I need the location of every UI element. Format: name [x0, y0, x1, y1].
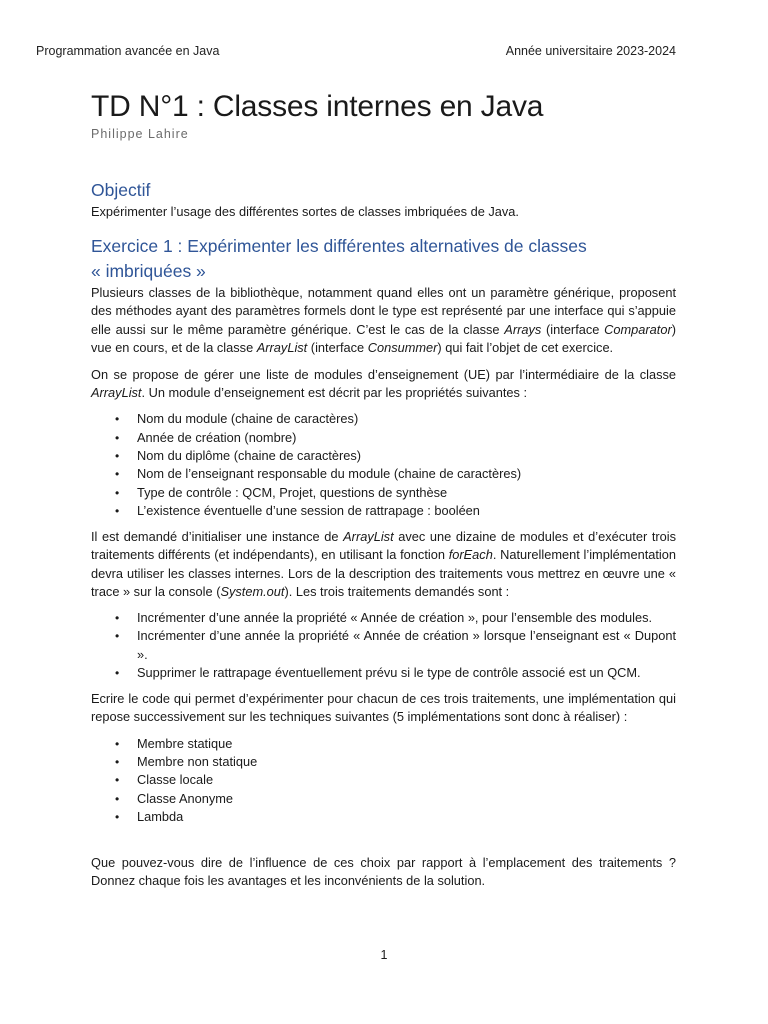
text-run: . Naturellement l’implémentation devra utiliser les classes internes. Lors de la description des traitements vous mettrez en œuvre une « trace » sur la console (: [91, 547, 676, 599]
techniques-list: [91, 735, 676, 826]
treatments-paragraph: [91, 528, 676, 601]
list-item: [115, 429, 676, 447]
list-item: [115, 808, 676, 826]
bullet-icon: •: [115, 809, 120, 824]
list-item: [115, 790, 676, 808]
module-properties-list: [91, 410, 676, 520]
list-item: [115, 735, 676, 753]
header-academic-year: Année universitaire 2023-2024: [505, 44, 676, 58]
text-run: On se propose de gérer une liste de modules d’enseignement (UE) par l’intermédiaire de la classe: [91, 367, 676, 383]
list-item-text: Membre statique: [137, 735, 233, 751]
bullet-icon: •: [115, 449, 120, 464]
document-body: [91, 88, 676, 891]
text-run: . Un module d’enseignement est décrit par les propriétés suivantes :: [141, 385, 528, 401]
bullet-icon: •: [115, 467, 120, 482]
class-name-arraylist: ArrayList: [256, 339, 308, 355]
class-name-arraylist: ArrayList: [91, 385, 142, 401]
bullet-icon: •: [115, 485, 120, 500]
text-run: avec une dizaine de modules et d’exécuter trois traitements différents (et indépendants), en utilisant la fonction: [91, 529, 676, 563]
list-item: [115, 753, 676, 771]
text-run: Il est demandé d’initialiser une instance de: [91, 529, 344, 545]
list-item: [115, 447, 676, 465]
objective-text: Expérimenter l’usage des différentes sortes de classes imbriquées de Java.: [91, 204, 519, 219]
page-number: 1: [380, 948, 388, 962]
class-name-arraylist: ArrayList: [343, 529, 394, 545]
list-item: [115, 410, 676, 428]
list-item-text: Membre non statique: [137, 753, 258, 769]
bullet-icon: •: [115, 736, 120, 751]
list-item-text: Nom de l’enseignant responsable du module (chaine de caractères): [137, 466, 522, 482]
list-item: [115, 627, 676, 664]
list-item: [115, 484, 676, 502]
objective-heading: Objectif: [91, 180, 151, 200]
list-item-text: L’existence éventuelle d’une session de rattrapage : booléen: [137, 502, 480, 518]
list-item: [115, 502, 676, 520]
bullet-icon: •: [115, 665, 120, 680]
text-run: (interface: [541, 321, 605, 337]
list-item-text: Classe Anonyme: [137, 790, 234, 806]
author-name: Philippe Lahire: [91, 127, 189, 141]
list-item-text: Année de création (nombre): [137, 429, 297, 445]
page-header: [36, 44, 676, 58]
exercise-heading: [91, 234, 676, 284]
text-run: (interface: [307, 339, 368, 355]
list-item: [115, 609, 676, 627]
list-item-text: Incrémenter d’une année la propriété « Année de création », pour l’ensemble des modules.: [137, 610, 653, 626]
bullet-icon: •: [115, 791, 120, 806]
document-title: TD N°1 : Classes internes en Java: [91, 90, 544, 123]
header-course-title: Programmation avancée en Java: [36, 44, 220, 58]
exercise-heading-line2: « imbriquées »: [91, 261, 206, 282]
interface-name-consummer: Consummer: [367, 339, 438, 355]
bullet-icon: •: [115, 754, 120, 769]
list-item-text: Supprimer le rattrapage éventuellement prévu si le type de contrôle associé est un QCM.: [137, 664, 641, 680]
list-item-text: Incrémenter d’une année la propriété « Année de création » lorsque l’enseignant est « Dupont ».: [137, 628, 676, 662]
modules-paragraph: [91, 366, 676, 402]
bullet-icon: •: [115, 503, 120, 518]
list-item-text: Nom du module (chaine de caractères): [137, 411, 359, 427]
bullet-icon: •: [115, 611, 120, 626]
exercise-intro-paragraph: [91, 284, 676, 357]
question-paragraph: Que pouvez-vous dire de l’influence de ces choix par rapport à l’emplacement des traitements ? Donnez chaque fois les avantages et les inconvénients de la solution.: [91, 855, 676, 889]
code-system-out: System.out: [220, 583, 285, 599]
class-name-arrays: Arrays: [504, 321, 542, 337]
list-item-text: Classe locale: [137, 772, 214, 788]
text-run: Plusieurs classes de la bibliothèque, notamment quand elles ont un paramètre générique, proposent des méthodes ayant des paramètres formels dont le type est représenté par une interface qui s’appuie elle aussi sur le même paramètre générique. C’est le cas de la classe: [91, 285, 676, 337]
bullet-icon: •: [115, 629, 120, 644]
method-name-foreach: forEach: [448, 547, 493, 563]
implementation-paragraph: Ecrire le code qui permet d’expérimenter pour chacun de ces trois traitements, une implémentation qui repose successivement sur les techniques suivantes (5 implémentations sont donc à réaliser) :: [91, 691, 676, 725]
list-item: [115, 771, 676, 789]
exercise-heading-line1: Exercice 1 : Expérimenter les différentes alternatives de classes: [91, 236, 587, 257]
list-item-text: Nom du diplôme (chaine de caractères): [137, 448, 362, 464]
list-item-text: Lambda: [137, 808, 184, 824]
list-item: [115, 664, 676, 682]
bullet-icon: •: [115, 430, 120, 445]
list-item-text: Type de contrôle : QCM, Projet, questions de synthèse: [137, 484, 448, 500]
interface-name-comparator: Comparator: [604, 321, 672, 337]
treatments-list: [91, 609, 676, 682]
text-run: ). Les trois traitements demandés sont :: [284, 583, 510, 599]
bullet-icon: •: [115, 412, 120, 427]
text-run: ) qui fait l’objet de cet exercice.: [437, 339, 614, 355]
bullet-icon: •: [115, 773, 120, 788]
text-run: ) vue en cours, et de la classe: [91, 321, 676, 355]
list-item: [115, 465, 676, 483]
